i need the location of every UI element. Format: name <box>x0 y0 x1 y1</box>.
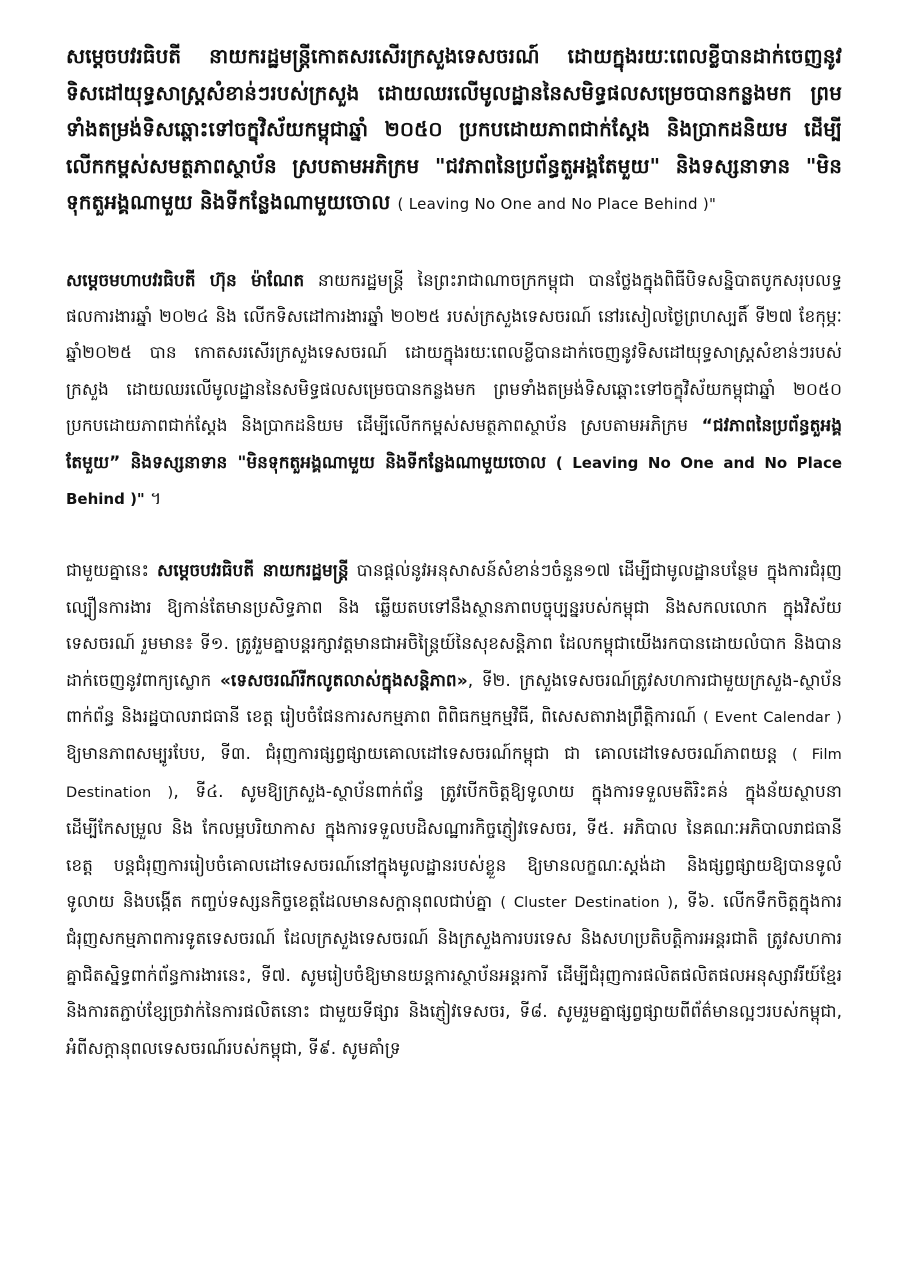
cluster-destination-term: ( Cluster Destination ) <box>500 895 674 911</box>
headline-khmer: សម្តេចបវរធិបតី នាយករដ្ឋមន្ត្រីកោតសរសើរក្រសួងទេសចរណ៍ ដោយក្នុងរយៈពេលខ្លីបានដាក់ចេញនូវទិសដៅយុទ្ធសាស្ត្រសំខាន់ៗរបស់ក្រសួង ដោយឈរលើមូលដ្ឋាននៃសមិទ្ធផលសម្រេចបានកន្លងមក ព្រមទាំងតម្រង់ទិសឆ្ពោះទៅចក្ខុវិស័យកម្ពុជាឆ្នាំ ២០៥០ ប្រកបដោយភាពជាក់ស្តែង និងប្រាកដនិយម ដើម្បីលើកកម្ពស់សមត្ថភាពស្ថាប័ន ស្របតាមអភិក្រម "ជវភាពនៃប្រព័ន្ធតួអង្គតែមួយ" និងទស្សនាទាន "មិនទុកតួអង្គណាមួយ និងទីកន្លែងណាមួយចោល <box>66 44 842 214</box>
film-destination-term: ( Film Destination ) <box>66 747 842 801</box>
headline <box>66 38 842 223</box>
paragraph-2-lead: សម្តេចបវរធិបតី នាយករដ្ឋមន្ត្រី <box>157 561 349 582</box>
paragraph-1-english: ( Leaving No One and No Place Behind )" <box>66 453 843 508</box>
paragraph-2-slogan: «ទេសចរណ៍រីកលូតលាស់ក្នុងសន្តិភាព» <box>219 670 468 691</box>
paragraph-2 <box>66 553 842 1067</box>
paragraph-1-body: នាយករដ្ឋមន្ត្រី នៃព្រះរាជាណាចក្រកម្ពុជា បានថ្លែងក្នុងពិធីបិទសន្និបាតបូកសរុបលទ្ធផលការងារឆ្នាំ ២០២៤ និង លើកទិសដៅការងារឆ្នាំ ២០២៥ របស់ក្រសួងទេសចរណ៍ នៅរសៀលថ្ងៃព្រហស្បតិ៍ ទី២៧ ខែកុម្ភៈ ឆ្នាំ២០២៥ បាន កោតសរសើរក្រសួងទេសចរណ៍ ដោយក្នុងរយៈពេលខ្លីបានដាក់ចេញនូវទិសដៅយុទ្ធសាស្ត្រសំខាន់ៗរបស់ក្រសួង ដោយឈរលើមូលដ្ឋាននៃសមិទ្ធផលសម្រេចបានកន្លងមក ព្រមទាំងតម្រង់ទិសឆ្ពោះទៅចក្ខុវិស័យកម្ពុជាឆ្នាំ ២០៥០ ប្រកបដោយភាពជាក់ស្តែង និងប្រាកដនិយម ដើម្បីលើកកម្ពស់សមត្ថភាពស្ថាប័ន ស្របតាមអភិក្រម <box>66 270 842 437</box>
document-page <box>66 38 842 1067</box>
paragraph-1-lead: សម្តេចមហាបវរធិបតី ហ៊ុន ម៉ាណែត <box>66 270 305 291</box>
paragraph-2-part-1: បានផ្តល់នូវអនុសាសន៍សំខាន់ៗចំនួន១៧ ដើម្បីជាមូលដ្ឋានបន្ថែម ក្នុងការជំរុញល្បឿនការងារ ឱ្យកាន់តែមានប្រសិទ្ធភាព និង ឆ្លើយតបទៅនឹងស្ថានភាពបច្ចុប្បន្នរបស់កម្ពុជា និងសកលលោក ក្នុងវិស័យទេសចរណ៍ រួមមាន៖ ទី១. ត្រូវរួមគ្នាបន្តរក្សាវត្តមានជាអចិន្ត្រៃយ៍នៃសុខសន្តិភាព ដែលកម្ពុជាយើងរកបានដោយលំបាក និងបានដាក់ចេញនូវពាក្យស្លោក <box>66 561 842 691</box>
paragraph-2-part-3: ឱ្យមានភាពសម្បូរបែប, ទី៣. ជំរុញការផ្សព្វផ្សាយគោលដៅទេសចរណ៍កម្ពុជា ជា គោលដៅទេសចរណ៍ភាពយន្ត <box>66 744 792 765</box>
paragraph-2-part-4: , ទី៤. សូមឱ្យក្រសួង-ស្ថាប័នពាក់ព័ន្ធ ត្រូវបើកចិត្តឱ្យទូលាយ ក្នុងការទទួលមតិរិះគន់ ក្នុងន័យស្ថាបនា ដើម្បីកែសម្រួល និង កែលម្អបរិយាកាស ក្នុងការទទួលបដិសណ្ឋារកិច្ចភ្ញៀវទេសចរ, ទី៥. អភិបាល នៃគណៈអភិបាលរាជធានីខេត្ត បន្តជំរុញការរៀបចំគោលដៅទេសចរណ៍នៅក្នុងមូលដ្ឋានរបស់ខ្លួន ឱ្យមានលក្ខណៈស្តង់ដា និងផ្សព្វផ្សាយឱ្យបានទូលំទូលាយ និងបង្កើត កញ្ចប់ទស្សនកិច្ចខេត្តដែលមានសក្តានុពលជាប់គ្នា <box>66 781 842 912</box>
headline-english: ( Leaving No One and No Place Behind )" <box>397 195 717 213</box>
event-calendar-term: ( Event Calendar ) <box>702 709 842 726</box>
paragraph-1-bold-quote: “ជវភាពនៃប្រព័ន្ធតួអង្គតែមួយ” និងទស្សនាទាន "មិនទុកតួអង្គណាមួយ និងទីកន្លែងណាមួយចោល <box>66 416 842 473</box>
paragraph-2-part-5: , ទី៦. លើកទឹកចិត្តក្នុងការជំរុញសកម្មភាពការទូតទេសចរណ៍ ដែលក្រសួងទេសចរណ៍ និងក្រសួងការបរទេស និងសហប្រតិបត្តិការអន្តរជាតិ ត្រូវសហការគ្នាជិតស្និទ្ធពាក់ព័ន្ធការងារនេះ, ទី៧. សូមរៀបចំឱ្យមានយន្តការស្ថាប័នអន្តរការី ដើម្បីជំរុញការផលិតផលិតផលអនុស្សាវរីយ៍ខ្មែរ និងការតភ្ជាប់ខ្សែច្រវាក់នៃការផលិតនោះ ជាមួយទីផ្សារ និងភ្ញៀវទេសចរ, ទី៨. សូមរួមគ្នាផ្សព្វផ្សាយពីព័ត៌មានល្អៗរបស់កម្ពុជា, អំពីសក្តានុពលទេសចរណ៍របស់កម្ពុជា, ទី៩. សូមគាំទ្រ <box>66 892 842 1059</box>
paragraph-1 <box>66 263 842 518</box>
paragraph-2-intro: ជាមួយគ្នានេះ <box>66 561 158 582</box>
paragraph-1-end: ។ <box>144 488 162 509</box>
paragraph-2-part-2: , ទី២. ក្រសួងទេសចរណ៍ត្រូវសហការជាមួយក្រសួង-ស្ថាប័នពាក់ព័ន្ធ និងរដ្ឋបាលរាជធានី ខេត្ត រៀបចំផែនការសកម្មភាព ពិពិធកម្មកម្មវិធី, ពិសេសតារាងព្រឹត្តិការណ៍ <box>66 670 842 727</box>
